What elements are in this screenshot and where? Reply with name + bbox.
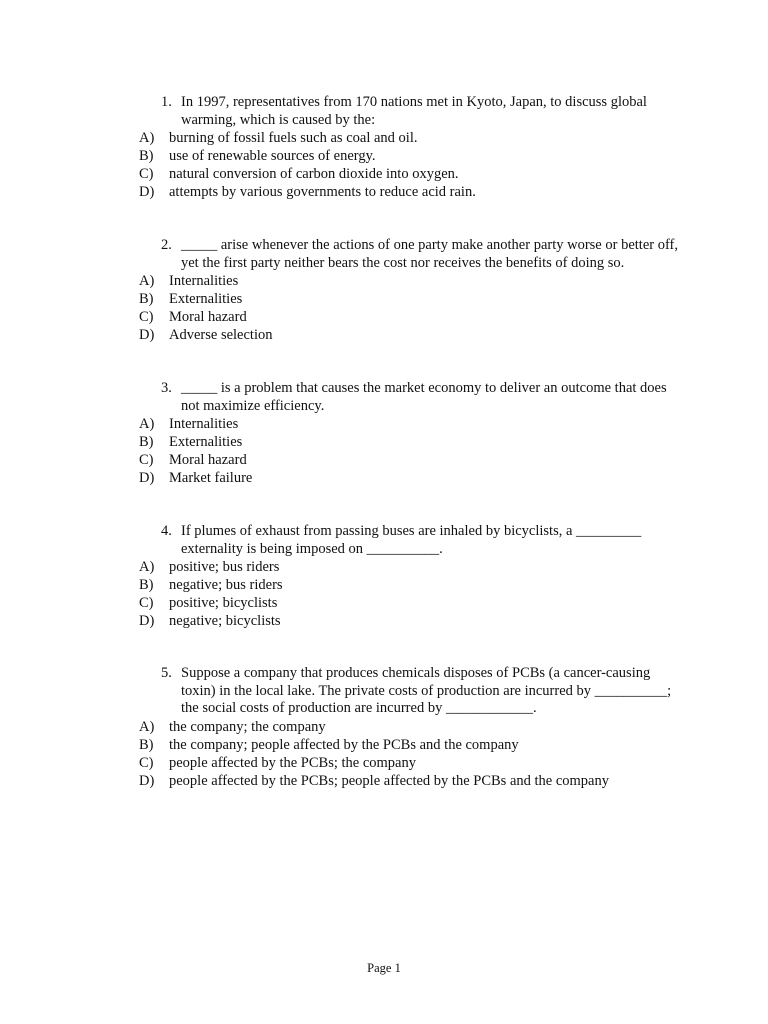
option-text: people affected by the PCBs; people affected by the PCBs and the company (169, 772, 609, 789)
answer-option-b[interactable] (0, 147, 768, 165)
question-text: In 1997, representatives from 170 nations met in Kyoto, Japan, to discuss global warming, which is caused by the: (181, 94, 647, 128)
answer-options (0, 272, 768, 344)
page-number: Page 1 (367, 961, 401, 975)
option-text: natural conversion of carbon dioxide into oxygen. (169, 166, 459, 182)
option-text: use of renewable sources of energy. (169, 148, 376, 164)
option-text: Externalities (169, 291, 243, 307)
option-letter: C) (139, 754, 154, 771)
question-2 (0, 237, 768, 344)
question-stem (161, 523, 681, 558)
option-text: positive; bus riders (169, 559, 280, 575)
option-text: the company; the company (169, 718, 326, 735)
question-number: 4. (161, 523, 172, 539)
answer-option-d[interactable] (0, 469, 768, 487)
option-text: burning of fossil fuels such as coal and oil. (169, 130, 418, 146)
question-3 (0, 380, 768, 487)
answer-option-d[interactable] (0, 183, 768, 201)
option-text: Adverse selection (169, 327, 273, 343)
question-stem (161, 237, 681, 272)
answer-option-b[interactable] (0, 290, 768, 308)
question-4 (0, 523, 768, 630)
answer-option-a[interactable] (0, 129, 768, 147)
answer-option-d[interactable] (0, 326, 768, 344)
answer-option-b[interactable] (0, 433, 768, 451)
question-stem (161, 380, 681, 415)
answer-option-b[interactable] (0, 576, 768, 594)
question-text: If plumes of exhaust from passing buses are inhaled by bicyclists, a _________ externality is being imposed on __________. (181, 523, 642, 557)
option-text: Internalities (169, 273, 239, 289)
question-1 (0, 94, 768, 201)
option-letter: A) (139, 559, 155, 575)
option-letter: A) (139, 416, 155, 432)
option-text: attempts by various governments to reduce acid rain. (169, 184, 476, 200)
option-text: negative; bus riders (169, 577, 283, 593)
answer-option-b[interactable] (0, 736, 768, 754)
answer-option-c[interactable] (0, 594, 768, 612)
option-text: Internalities (169, 416, 239, 432)
option-text: Externalities (169, 434, 243, 450)
option-letter: B) (139, 577, 154, 593)
option-letter: D) (139, 184, 155, 200)
question-number: 3. (161, 380, 172, 396)
option-letter: C) (139, 166, 154, 182)
option-letter: B) (139, 291, 154, 307)
option-letter: D) (139, 327, 155, 343)
option-text: Moral hazard (169, 452, 247, 468)
question-stem (161, 94, 681, 129)
question-text: _____ arise whenever the actions of one party make another party worse or better off, yet the first party neither bears the cost nor receives the benefits of doing so. (181, 237, 678, 271)
question-number: 5. (161, 665, 172, 681)
option-letter: A) (139, 273, 155, 289)
question-5 (0, 665, 768, 790)
question-number: 2. (161, 237, 172, 253)
question-text: Suppose a company that produces chemicals disposes of PCBs (a cancer-causing toxin) in the local lake. The private costs of production are incurred by __________; the social costs of production are incurred by ____________. (181, 665, 672, 716)
option-letter: B) (139, 148, 154, 164)
answer-options (0, 718, 768, 790)
answer-options (0, 129, 768, 201)
option-letter: D) (139, 613, 155, 629)
option-text: Market failure (169, 470, 253, 486)
answer-option-a[interactable] (0, 272, 768, 290)
option-letter: A) (139, 718, 155, 735)
answer-options (0, 415, 768, 487)
option-letter: D) (139, 470, 155, 486)
question-text: _____ is a problem that causes the market economy to deliver an outcome that does not maximize efficiency. (181, 380, 667, 414)
answer-options (0, 558, 768, 630)
answer-option-a[interactable] (0, 718, 768, 736)
option-letter: A) (139, 130, 155, 146)
option-letter: D) (139, 772, 155, 789)
answer-option-c[interactable] (0, 308, 768, 326)
option-text: the company; people affected by the PCBs and the company (169, 736, 519, 753)
answer-option-c[interactable] (0, 165, 768, 183)
option-text: Moral hazard (169, 309, 247, 325)
answer-option-a[interactable] (0, 415, 768, 433)
option-text: negative; bicyclists (169, 613, 281, 629)
option-text: positive; bicyclists (169, 595, 278, 611)
answer-option-d[interactable] (0, 612, 768, 630)
option-letter: C) (139, 595, 154, 611)
option-letter: B) (139, 434, 154, 450)
answer-option-a[interactable] (0, 558, 768, 576)
option-text: people affected by the PCBs; the company (169, 754, 416, 771)
option-letter: C) (139, 452, 154, 468)
question-stem (161, 665, 681, 718)
page-footer (0, 961, 768, 976)
option-letter: C) (139, 309, 154, 325)
answer-option-c[interactable] (0, 754, 768, 772)
option-letter: B) (139, 736, 154, 753)
answer-option-c[interactable] (0, 451, 768, 469)
answer-option-d[interactable] (0, 772, 768, 790)
question-number: 1. (161, 94, 172, 110)
